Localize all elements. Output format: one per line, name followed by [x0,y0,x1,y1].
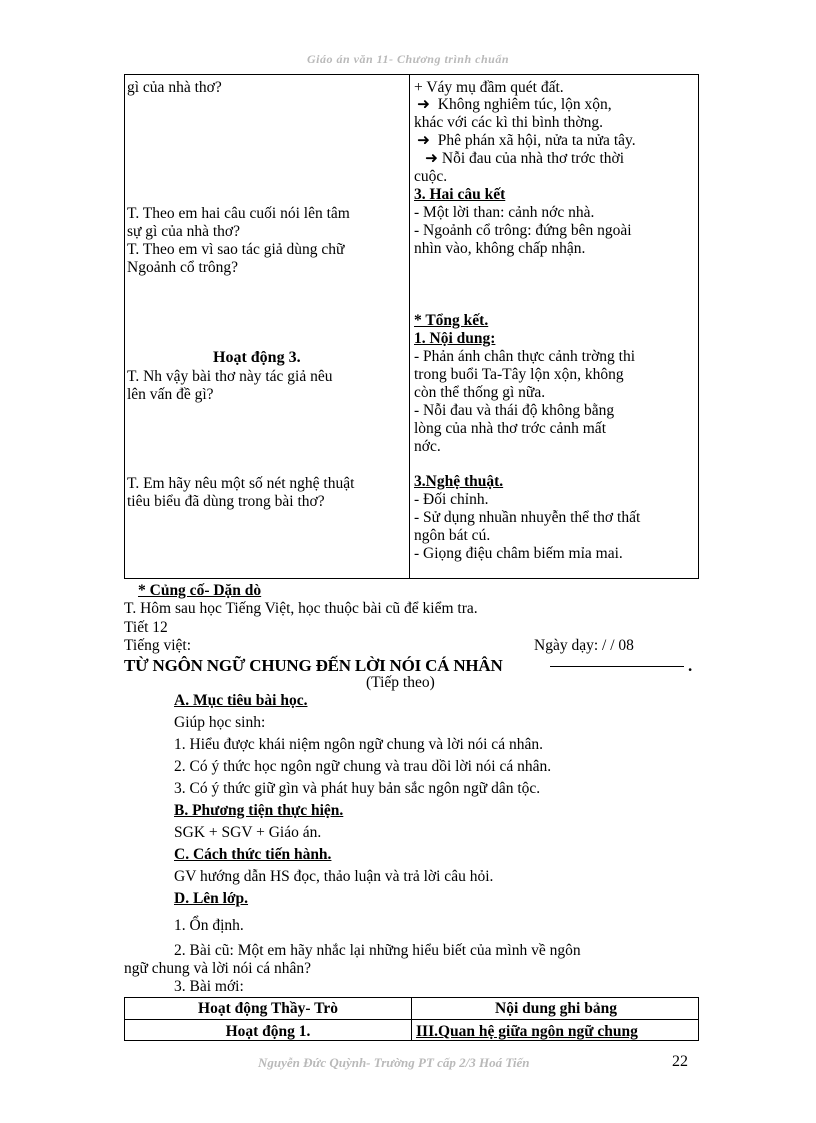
right-text: - Một lời than: cảnh nớc nhà. [414,204,595,221]
right-arrow-line [425,150,624,167]
left-text: tiêu biểu đã dùng trong bài thơ? [127,493,325,510]
right-text: nhìn vào, không chấp nhận. [414,240,586,257]
step-review-cont: ngữ chung và lời nói cá nhân? [124,960,312,977]
objective-item: 2. Có ý thức học ngôn ngữ chung và trau dồi lời nói cá nhân. [174,758,552,775]
step-new-lesson: 3. Bài mới: [174,978,244,995]
objective-item: 3. Có ý thức giữ gìn và phát huy bản sắc ngôn ngữ dân tộc. [174,780,541,797]
lesson-title: TỪ NGÔN NGỮ CHUNG ĐẾN LỜI NÓI CÁ NHÂN [124,656,503,675]
right-text: khác với các kì thi bình thờng. [414,114,604,131]
section-a-heading: A. Mục tiêu bài học. [174,692,308,709]
lesson-subject: Tiếng việt: [124,637,192,654]
lesson-subtitle: (Tiếp theo) [366,674,435,691]
left-text: gì của nhà thơ? [127,79,222,96]
section-a-intro: Giúp học sinh: [174,714,266,731]
activity-cell: Hoạt động 1. [225,1023,311,1040]
activity-table [124,997,699,1041]
section-c-heading: C. Cách thức tiến hành. [174,846,332,863]
right-text: Không nghiêm túc, lộn xộn, [437,96,612,113]
right-text: cuộc. [414,168,448,185]
arrow-right-icon: ➜ [425,150,438,167]
section-b-heading: B. Phương tiện thực hiện. [174,802,344,819]
step-review: 2. Bài cũ: Một em hãy nhắc lại những hiểu biết của mình về ngôn [174,942,581,959]
left-text: T. Theo em vì sao tác giả dùng chữ [127,241,345,258]
column-header: Hoạt động Thầy- Trò [198,1000,338,1017]
right-text: - Giọng điệu châm biếm mỉa mai. [414,545,623,562]
left-text: T. Theo em hai câu cuối nói lên tâm [127,205,350,222]
left-text: lên vấn đề gì? [127,386,214,403]
arrow-right-icon: ➜ [417,132,430,149]
column-header: Nội dung ghi bảng [495,1000,617,1017]
lesson-date: Ngày dạy: / / 08 [534,637,634,654]
step-stabilize: 1. Ổn định. [174,917,244,934]
arrow-right-icon: ➜ [417,96,430,113]
objective-item: 1. Hiểu được khái niệm ngôn ngữ chung và lời nói cá nhân. [174,736,543,753]
page-footer: Nguyễn Đức Quỳnh- Trường PT cấp 2/3 Hoá Tiến [258,1055,530,1070]
left-text: T. Nh vậy bài thơ này tác giả nêu [127,368,333,385]
right-text: + Váy mụ đầm quét đất. [414,79,564,96]
section-heading: 1. Nội dung: [414,330,496,347]
title-rule [550,666,684,667]
right-text: - Nỗi đau và thái độ không bằng [414,402,615,419]
right-text: - Phản ánh chân thực cảnh trờng thi [414,348,636,365]
section-c-text: GV hướng dẫn HS đọc, thảo luận và trả lời câu hỏi. [174,868,494,885]
activity-heading: Hoạt động 3. [213,349,301,366]
section-heading: * Tổng kết. [414,312,489,329]
column-divider [409,75,410,578]
content-cell: III.Quan hệ giữa ngôn ngữ chung [416,1023,638,1040]
page-number: 22 [672,1053,688,1070]
right-arrow-line [417,132,636,149]
right-text: Phê phán xã hội, nửa ta nửa tây. [437,132,636,149]
consolidation-text: T. Hôm sau học Tiếng Việt, học thuộc bài cũ để kiểm tra. [124,600,478,617]
title-suffix: . [688,656,693,675]
lesson-body [174,690,551,910]
right-text: Nỗi đau của nhà thơ trớc thời [441,150,624,167]
page-header: Giáo án văn 11- Chương trình chuẩn [306,52,510,66]
right-text: - Đối chỉnh. [414,491,489,508]
section-heading: 3. Hai câu kết [414,186,506,203]
section-b-text: SGK + SGV + Giáo án. [174,824,322,841]
right-arrow-line [417,96,612,113]
right-text: - Ngoảnh cổ trông: đứng bên ngoài [414,222,632,239]
section-d-heading: D. Lên lớp. [174,890,249,907]
consolidation-heading: * Củng cố- Dặn dò [138,582,262,599]
right-text: - Sử dụng nhuần nhuyễn thể thơ thất [414,509,641,526]
section-heading: 3.Nghệ thuật. [414,473,504,490]
lesson-period: Tiết 12 [124,619,168,636]
right-text: ngôn bát cú. [414,527,491,544]
right-text: trong buổi Ta-Tây lộn xộn, không [414,366,624,383]
left-text: T. Em hãy nêu một số nét nghệ thuật [127,475,355,492]
right-text: lòng của nhà thơ trớc cảnh mất [414,420,606,437]
lesson-table [124,74,699,579]
row-divider [125,1019,698,1020]
left-text: Ngoảnh cổ trông? [127,259,239,276]
right-text: nớc. [414,438,441,455]
right-text: còn thể thống gì nữa. [414,384,546,401]
left-text: sự gì của nhà thơ? [127,223,241,240]
